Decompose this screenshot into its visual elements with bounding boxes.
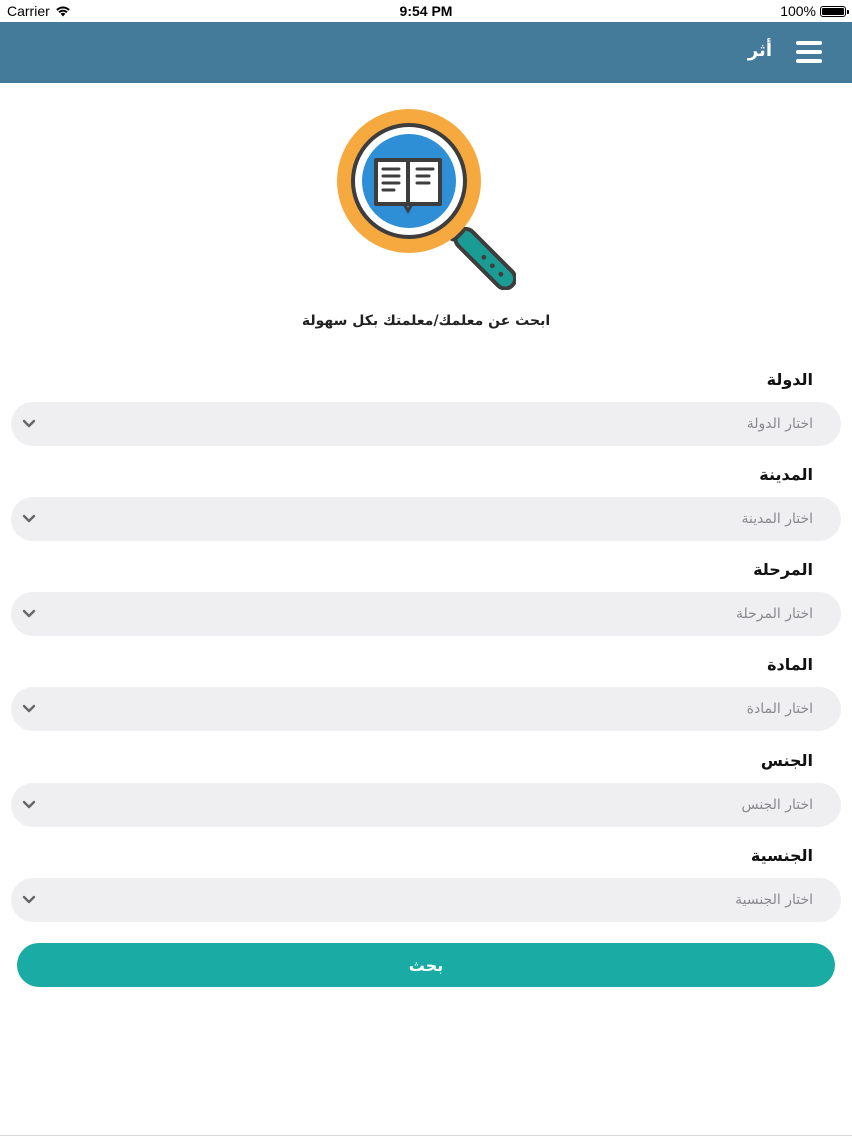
chevron-down-icon	[22, 418, 36, 430]
carrier-label: Carrier	[7, 3, 50, 19]
magnifier-book-icon	[336, 108, 516, 290]
city-placeholder: اختار المدينة	[741, 511, 813, 527]
nationality-label: الجنسية	[750, 846, 813, 865]
battery-icon	[820, 6, 846, 17]
stage-label: المرحلة	[753, 560, 813, 579]
country-label: الدولة	[766, 370, 813, 389]
chevron-down-icon	[22, 608, 36, 620]
city-label: المدينة	[759, 465, 813, 484]
country-field	[11, 369, 841, 446]
nationality-field	[11, 845, 841, 922]
gender-label: الجنس	[760, 751, 813, 770]
chevron-down-icon	[22, 703, 36, 715]
search-tagline: ابحث عن معلمك/معلمتك بكل سهولة	[301, 313, 551, 329]
country-select[interactable]	[11, 402, 841, 446]
hamburger-menu-icon[interactable]	[796, 41, 822, 65]
gender-placeholder: اختار الجنس	[741, 797, 813, 813]
subject-select[interactable]	[11, 687, 841, 731]
country-placeholder: اختار الدولة	[746, 416, 813, 432]
city-field	[11, 464, 841, 541]
status-bar	[0, 0, 852, 22]
chevron-down-icon	[22, 799, 36, 811]
chevron-down-icon	[22, 894, 36, 906]
subject-label: المادة	[767, 655, 813, 674]
subject-placeholder: اختار المادة	[746, 701, 813, 717]
subject-field	[11, 654, 841, 731]
status-right	[780, 3, 846, 19]
gender-select[interactable]	[11, 783, 841, 827]
app-header	[0, 22, 852, 83]
battery-fill	[822, 8, 844, 15]
stage-placeholder: اختار المرحلة	[735, 606, 813, 622]
nationality-placeholder: اختار الجنسية	[735, 892, 813, 908]
nationality-select[interactable]	[11, 878, 841, 922]
city-select[interactable]	[11, 497, 841, 541]
battery-percent: 100%	[780, 3, 816, 19]
app-title: أثر	[747, 40, 772, 61]
stage-field	[11, 559, 841, 636]
chevron-down-icon	[22, 513, 36, 525]
status-time: 9:54 PM	[399, 3, 453, 19]
stage-select[interactable]	[11, 592, 841, 636]
gender-field	[11, 750, 841, 827]
search-button[interactable]: بحث	[17, 943, 835, 987]
